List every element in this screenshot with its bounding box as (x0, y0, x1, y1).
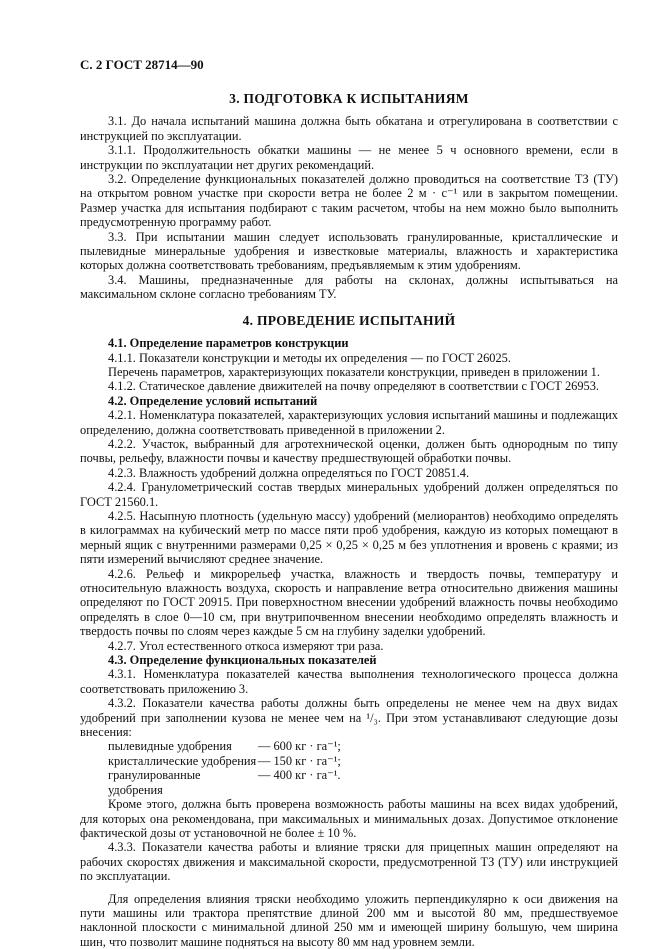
paragraph-4-2-1: 4.2.1. Номенклатура показателей, характеризующих условия испытаний машины и подлежащих определению, должна соответствовать приведенной в приложении 2. (80, 408, 618, 437)
subsection-4-3-heading: 4.3. Определение функциональных показателей (108, 653, 377, 668)
dose-name: кристаллические удобрения (108, 753, 257, 768)
section-3-title: 3. ПОДГОТОВКА К ИСПЫТАНИЯМ (229, 91, 469, 106)
document-body (80, 92, 618, 949)
paragraph-4-3-2: 4.3.2. Показатели качества работы должны быть определены не менее чем на двух видах удобрений при заполнении кузова не менее чем на ¹/₃. При этом устанавливают следующие дозы внесения: (80, 696, 618, 740)
paragraph-4-1-1-list: Перечень параметров, характеризующих показатели конструкции, приведен в приложении 1. (108, 364, 600, 379)
page-header: С. 2 ГОСТ 28714—90 (80, 57, 204, 72)
dose-name: гранулированные удобрения (108, 768, 201, 797)
dose-row (80, 768, 618, 797)
dose-row (80, 739, 618, 753)
paragraph-3-2: 3.2. Определение функциональных показателей должно проводиться на соответствие ТЗ (ТУ) на открытом ровном участке при скорости ветра не более 2 м · с⁻¹ или в закрытом помещении. Размер участка для испытания подбирают с таким расчетом, чтобы на нем можно было выполнить предусмотренную программу работ. (80, 172, 618, 230)
subsection-4-1-heading: 4.1. Определение параметров конструкции (108, 336, 349, 351)
dose-value: — 150 кг · га⁻¹; (258, 753, 341, 768)
paragraph-4-1-1: 4.1.1. Показатели конструкции и методы их определения — по ГОСТ 26025. (108, 350, 511, 365)
paragraph-3-1-1: 3.1.1. Продолжительность обкатки машины — не менее 5 ч основного времени, если в инструкции по эксплуатации нет других рекомендаций. (80, 143, 618, 172)
dose-value: — 400 кг · га⁻¹. (258, 768, 341, 783)
section-4-title: 4. ПРОВЕДЕНИЕ ИСПЫТАНИЙ (242, 312, 456, 328)
subsection-4-2-heading: 4.2. Определение условий испытаний (108, 393, 318, 408)
paragraph-4-3-3: 4.3.3. Показатели качества работы и влияние тряски для прицепных машин определяют на рабочих скоростях движения и максимальной скорости, предусмотренной ТЗ (ТУ) или инструкцией по эксплуатации. (80, 840, 618, 884)
paragraph-4-2-7: 4.2.7. Угол естественного откоса измеряют три раза. (108, 638, 384, 653)
dose-name: пылевидные удобрения (108, 739, 232, 754)
paragraph-4-2-2: 4.2.2. Участок, выбранный для агротехнической оценки, должен быть однородным по типу почвы, рельефу, влажности почвы и качеству предшествующей обработки почвы. (80, 436, 618, 466)
paragraph-4-2-4: 4.2.4. Гранулометрический состав твердых минеральных удобрений должен определяться по ГОСТ 21560.1. (80, 480, 618, 509)
paragraph-4-2-6: 4.2.6. Рельеф и микрорельеф участка, влажность и твердость почвы, температуру и относительную влажность воздуха, скорость и направление ветра относительно движения машины определяют по ГОСТ 20915. При поверхностном внесении удобрений влажность почвы необходимо определять в слое 0—10 см, при внутрипочвенном внесении необходимо определять влажность и твердость почвы по слоям через каждые 5 см на глубину заделки удобрений. (80, 566, 618, 639)
paragraph-4-3-3-shaking: Для определения влияния тряски необходимо уложить перпендикулярно к оси движения на пути машины или трактора препятствие длиной 200 мм и высотой 80 мм, предшествуемое наклонной плоскости с минимальной длиной 250 мм и имеющей ширину большую, чем ширина шин, что позволит машине подняться на высоту 80 мм над уровнем земли. (80, 891, 618, 949)
paragraph-4-1-2: 4.1.2. Статическое давление движителей на почву определяют в соответствии с ГОСТ 26953. (108, 379, 600, 394)
paragraph-4-3-1: 4.3.1. Номенклатура показателей качества выполнения технологического процесса должна соответствовать приложению 3. (80, 667, 618, 696)
spacer (80, 884, 618, 892)
dose-row (80, 754, 618, 768)
paragraph-3-4: 3.4. Машины, предназначенные для работы на склонах, должны испытываться на максимальном склоне согласно требованиям ТУ. (80, 272, 618, 302)
paragraph-3-1: 3.1. До начала испытаний машина должна быть обкатана и отрегулирована в соответствии с инструкцией по эксплуатации. (80, 114, 618, 143)
paragraph-4-2-3: 4.2.3. Влажность удобрений должна определяться по ГОСТ 20851.4. (108, 465, 470, 480)
dose-value: — 600 кг · га⁻¹; (258, 739, 341, 754)
paragraph-4-3-2-tolerance: Кроме этого, должна быть проверена возможность работы машины на всех видах удобрений, для которых она рекомендована, при максимальных и минимальных дозах. Допустимое отклонение фактической дозы от установочной не более ± 10 %. (80, 797, 618, 840)
paragraph-4-2-5: 4.2.5. Насыпную плотность (удельную массу) удобрений (мелиорантов) необходимо определять в килограммах на кубический метр по массе пяти проб удобрения, каждую из которых помещают в мерный ящик с внутренними размерами 0,25 × 0,25 × 0,25 м без уплотнения и вровень с краями; из пяти измерений вычисляют среднее значение. (80, 508, 618, 567)
paragraph-3-3: 3.3. При испытании машин следует использовать гранулированные, кристаллические и пылевидные минеральные удобрения и известковые материалы, влажность и характеристика которых должна соответствовать требованиям, предъявляемым к этим удобрениям. (80, 229, 618, 273)
